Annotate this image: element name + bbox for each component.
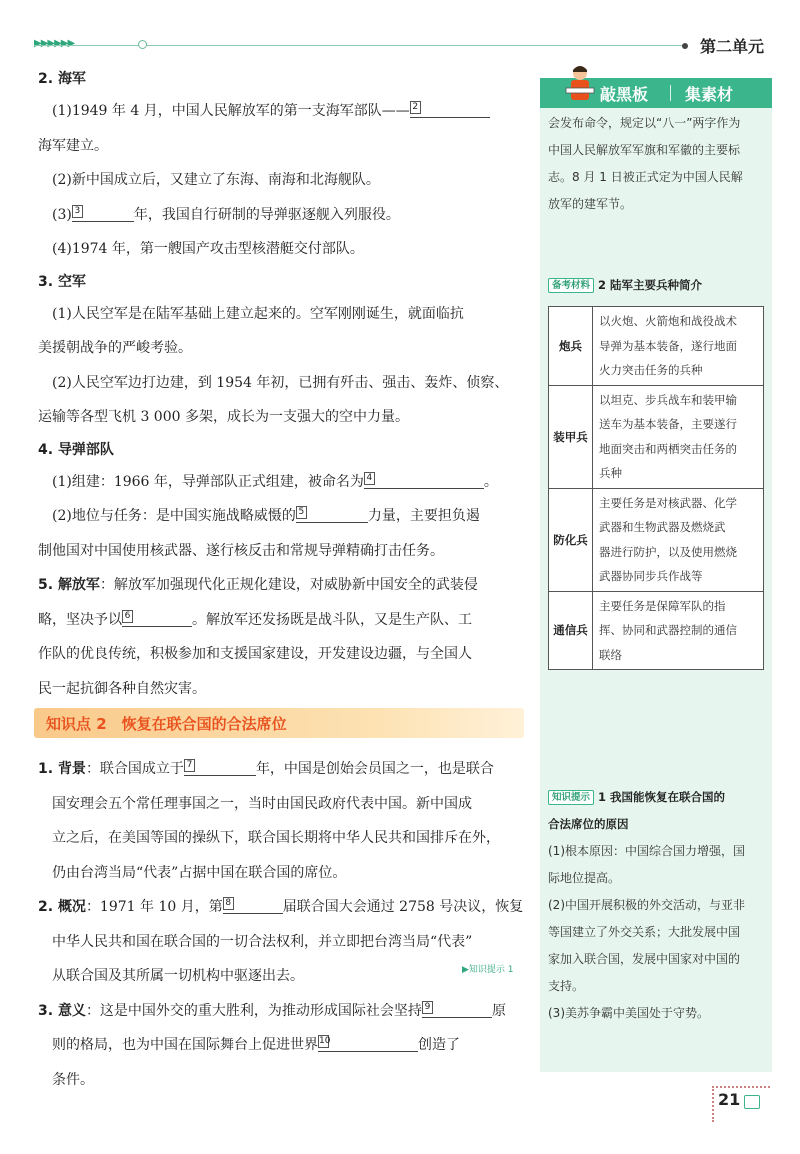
- text: 中华人民共和国在联合国的一切合法权利，并立即把台湾当局“代表”: [52, 933, 473, 950]
- text: 民一起抗御各种自然灾害。: [38, 680, 206, 697]
- fill-blank[interactable]: [184, 758, 256, 776]
- text-line: [38, 198, 528, 233]
- branch-name: 装甲兵: [549, 385, 593, 488]
- text: 美援朝战争的严峻考验。: [38, 340, 192, 356]
- text-line: [38, 129, 528, 164]
- sidebar-title-b: 集素材: [685, 85, 734, 104]
- fill-blank[interactable]: [72, 204, 134, 222]
- knowledge-hint-link[interactable]: ▶知识提示 1: [462, 965, 514, 975]
- fill-blank[interactable]: [122, 609, 192, 627]
- text-line: (3)美苏争霸中美国处于守势。: [548, 1006, 709, 1020]
- sidebar-title-a: 敲黑板: [600, 85, 649, 104]
- text-line: [38, 94, 528, 129]
- text: 海军建立。: [38, 137, 108, 154]
- text-line: 兵种: [599, 466, 622, 480]
- section-heading-navy: [38, 64, 528, 94]
- heading-number: 3.: [38, 1002, 54, 1019]
- heading-number: 2.: [38, 71, 54, 87]
- text: (3): [52, 206, 72, 223]
- text: (2)地位与任务：是中国实施战略威慑的: [52, 508, 296, 524]
- text: 条件。: [52, 1071, 94, 1088]
- hint-heading: [548, 784, 772, 811]
- fill-blank[interactable]: [223, 896, 283, 914]
- text-line: [38, 331, 528, 366]
- text-line: 家加入联合国，发展中国家对中国的: [548, 952, 741, 966]
- hint-body: [548, 838, 768, 1027]
- fill-blank[interactable]: [410, 100, 490, 118]
- heading-text: 意义: [57, 1002, 86, 1019]
- blank-number: 4: [364, 472, 375, 485]
- blank-number: 8: [223, 897, 234, 910]
- text-line: [38, 297, 528, 332]
- text: 。解放军还发扬既是战斗队，又是生产队、工: [192, 611, 472, 628]
- text-line: 放军的建军节。: [548, 197, 633, 211]
- text-line: [38, 1028, 528, 1063]
- text: 略，坚决予以: [38, 611, 122, 628]
- sidebar-header: [540, 78, 772, 108]
- text-line: [38, 1063, 528, 1098]
- text-line: 会发布命令，规定以“八一”两字作为: [548, 116, 741, 130]
- text-line: 际地位提高。: [548, 871, 621, 885]
- text: ：这是中国外交的重大胜利，为推动形成国际社会坚持: [85, 1002, 422, 1019]
- heading-text: 导弹部队: [57, 441, 114, 458]
- text-line: 以坦克、步兵战车和装甲输: [599, 392, 737, 407]
- unit-title: 第二单元: [699, 37, 764, 56]
- text: 仍由台湾当局“代表”占据中国在联合国的席位。: [52, 864, 347, 881]
- text: 创造了: [418, 1037, 460, 1053]
- text-line: [38, 994, 528, 1029]
- text-line: (1)根本原因：中国综合国力增强，国: [548, 844, 745, 858]
- text: (2)新中国成立后，又建立了东海、南海和北海舰队。: [52, 172, 380, 188]
- fill-blank[interactable]: [422, 1000, 492, 1018]
- sidebar: [540, 78, 772, 1072]
- text-line: [38, 925, 528, 960]
- header-title-dot: [682, 43, 688, 49]
- text: 作队的优良传统，积极参加和支援国家建设，开发建设边疆，与全国人: [38, 646, 472, 662]
- text-line: [38, 465, 528, 500]
- text: 国安理会五个常任理事国之一，当时由国民政府代表中国。新中国成: [52, 795, 472, 812]
- teacher-icon: [562, 64, 598, 108]
- text: 立之后，在美国等国的操纵下，联合国长期将中华人民共和国排斥在外，: [52, 830, 500, 846]
- knowledge-point-banner: [34, 708, 524, 738]
- text-line: 志。8 月 1 日被正式定为中国人民解: [548, 170, 743, 184]
- item-heading: [38, 1003, 86, 1019]
- fill-blank[interactable]: [364, 471, 484, 489]
- text-line: 主要任务是保障军队的指: [599, 598, 726, 613]
- text-line: [38, 890, 528, 925]
- text-line: [38, 400, 528, 435]
- text-line: [38, 568, 528, 603]
- text: (1)组建：1966 年，导弹部队正式组建，被命名为: [52, 473, 364, 490]
- text: 力量，主要担负遏: [367, 508, 480, 524]
- heading-number: 1.: [38, 761, 54, 777]
- text-line: 中国人民解放军军旗和军徽的主要标: [548, 143, 741, 157]
- fill-blank[interactable]: [318, 1034, 418, 1052]
- text-line: [38, 959, 528, 994]
- sidebar-intro: [548, 110, 768, 218]
- section-heading-pla: [38, 577, 100, 593]
- blank-number: 9: [422, 1001, 433, 1014]
- table-row: [549, 385, 764, 488]
- text-line: (2)中国开展积极的外交活动，与亚非: [548, 898, 745, 912]
- text-line: [38, 856, 528, 891]
- text-line: 导弹为基本装备，遂行地面: [599, 338, 737, 353]
- table-row: [549, 307, 764, 386]
- text-line: [38, 232, 528, 267]
- header-arrows-decoration: ▶▶▶▶▶▶: [34, 38, 75, 49]
- branch-desc: [593, 385, 764, 488]
- knowledge-point-title: 知识点 2 恢复在联合国的合法席位: [46, 715, 287, 733]
- table-row: [549, 591, 764, 670]
- branch-desc: [593, 307, 764, 386]
- branch-name: 通信兵: [549, 591, 593, 670]
- text: 则的格局，也为中国在国际舞台上促进世界: [52, 1037, 318, 1053]
- main-content: [38, 64, 528, 706]
- text-line: 火力突击任务的兵种: [599, 363, 703, 377]
- text-line: [38, 534, 528, 569]
- heading-text: 海军: [57, 71, 86, 87]
- branch-desc: [593, 591, 764, 670]
- header-rule: [34, 45, 684, 46]
- text-line: 武器协同步兵作战等: [599, 569, 703, 583]
- blank-number: 10: [319, 1036, 331, 1046]
- text: (2)人民空军边打边建，到 1954 年初，已拥有歼击、强击、轰炸、侦察、: [52, 374, 509, 391]
- material-title: 2 陆军主要兵种简介: [598, 278, 703, 292]
- text: 年，中国是创始会员国之一，也是联合: [255, 761, 494, 777]
- text: 年，我国自行研制的导弹驱逐舰入列服役。: [133, 206, 400, 223]
- page-number: 21: [718, 1090, 741, 1109]
- text-line: [38, 637, 528, 672]
- text: 从联合国及其所属一切机构中驱逐出去。: [52, 968, 304, 984]
- text-line: 地面突击和两栖突击任务的: [599, 441, 737, 456]
- text-line: 联络: [599, 647, 622, 662]
- text-line: 支持。: [548, 979, 585, 993]
- text-line: [38, 366, 528, 401]
- hint-tag: 知识提示: [548, 790, 594, 805]
- army-branches-table: [548, 306, 764, 670]
- text-line: 送车为基本装备，主要遂行: [599, 417, 737, 431]
- blank-number: 7: [184, 759, 195, 772]
- text: 运输等各型飞机 3 000 多架，成长为一支强大的空中力量。: [38, 409, 409, 425]
- text: ：联合国成立于: [85, 761, 184, 777]
- text-line: 武器和生物武器及燃烧武: [599, 520, 726, 534]
- blank-number: 2: [410, 101, 421, 114]
- book-icon: [744, 1095, 760, 1109]
- branch-name: 炮兵: [549, 307, 593, 386]
- heading-number: 2.: [38, 899, 54, 915]
- text-line: 器进行防护，以及使用燃烧: [599, 544, 737, 559]
- text: (1)人民空军是在陆军基础上建立起来的。空军刚刚诞生，就面临抗: [52, 305, 464, 322]
- branch-name: 防化兵: [549, 488, 593, 591]
- hint-title: 1 我国能恢复在联合国的: [598, 790, 726, 804]
- item-heading: [38, 761, 86, 777]
- text: (1)1949 年 4 月，中国人民解放军的第一支海军部队——: [52, 103, 410, 119]
- text: ：解放军加强现代化正规化建设，对威胁新中国安全的武装侵: [99, 577, 478, 593]
- table-row: [549, 488, 764, 591]
- blank-number: 3: [72, 205, 83, 218]
- section-heading-missile: [38, 435, 528, 465]
- knowledge-point-content: [38, 752, 528, 1097]
- text: (4)1974 年，第一艘国产攻击型核潜艇交付部队。: [52, 241, 364, 257]
- blank-number: 5: [296, 506, 307, 519]
- heading-text: 解放军: [57, 577, 100, 593]
- text: 届联合国大会通过 2758 号决议，恢复: [282, 899, 524, 915]
- text: 原: [491, 1002, 506, 1019]
- text-line: [38, 603, 528, 638]
- text-line: 以火炮、火箭炮和战役战术: [599, 314, 737, 328]
- heading-text: 背景: [57, 761, 86, 777]
- hint-heading-cont: 合法席位的原因: [548, 817, 629, 831]
- heading-text: 概况: [57, 899, 86, 915]
- material-tag: 备考材料: [548, 278, 594, 293]
- header-dot-decoration: [138, 40, 147, 49]
- text-line: 主要任务是对核武器、化学: [599, 495, 737, 510]
- blank-number: 6: [122, 610, 133, 623]
- text-line: 等国建立了外交关系；大批发展中国: [548, 925, 741, 939]
- sidebar-title-divider: [670, 85, 671, 101]
- branch-desc: [593, 488, 764, 591]
- material-heading: [548, 272, 772, 299]
- section-heading-airforce: [38, 267, 528, 297]
- text-line: [38, 499, 528, 534]
- text-line: [38, 752, 528, 787]
- text: 制他国对中国使用核武器、遂行核反击和常规导弹精确打击任务。: [38, 542, 444, 559]
- text-line: [38, 163, 528, 198]
- item-heading: [38, 899, 86, 915]
- fill-blank[interactable]: [296, 505, 368, 523]
- text-line: [38, 787, 528, 822]
- text-line: 挥、协同和武器控制的通信: [599, 623, 737, 637]
- heading-number: 5.: [38, 577, 54, 593]
- text-line: [38, 821, 528, 856]
- text: 。: [483, 473, 498, 490]
- heading-number: 4.: [38, 441, 54, 458]
- heading-text: 空军: [57, 273, 86, 290]
- text: ：1971 年 10 月，第: [85, 899, 223, 915]
- text-line: [38, 672, 528, 707]
- heading-number: 3.: [38, 273, 54, 290]
